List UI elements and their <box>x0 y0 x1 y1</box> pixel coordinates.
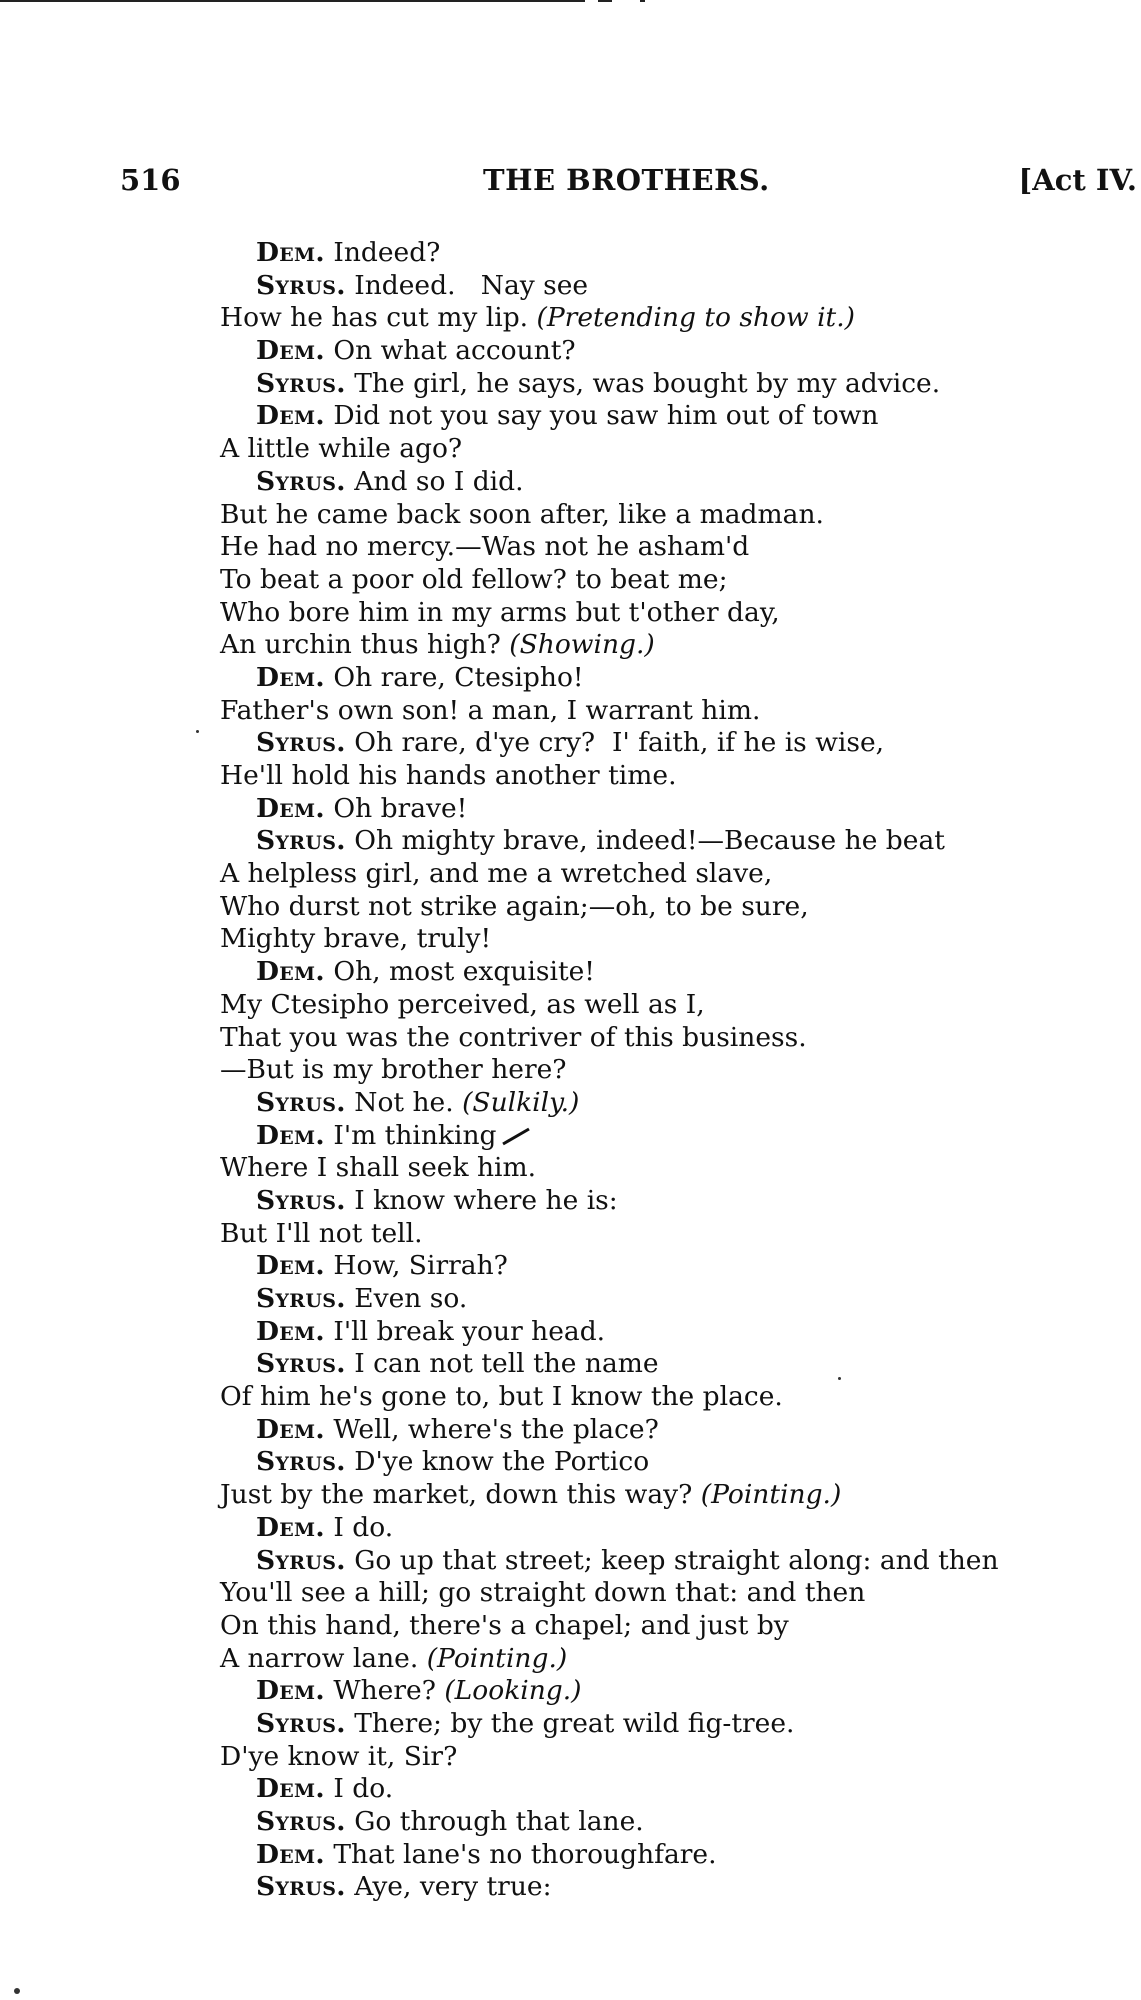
speaker-name: Dem. <box>256 237 325 268</box>
top-rule-mark <box>598 0 612 2</box>
print-speck <box>838 1377 841 1380</box>
verse-line <box>220 302 1141 335</box>
speech-line <box>220 1250 1141 1283</box>
speaker-name: Dem. <box>256 792 325 824</box>
speech-line <box>220 956 1141 989</box>
page-number: 516 <box>120 163 181 197</box>
speech-line <box>220 1414 1141 1447</box>
line-text: Father's own son! a man, I warrant him. <box>220 694 761 726</box>
verse-line <box>220 1152 1141 1185</box>
speech-line <box>220 270 1141 303</box>
line-text: An urchin thus high? <box>220 629 501 661</box>
verse-line <box>220 1218 1141 1251</box>
line-text: D'ye know the Portico <box>354 1446 650 1478</box>
line-text: That you was the contriver of this business. <box>220 1021 807 1053</box>
line-text: A little while ago? <box>220 433 463 465</box>
line-text: I'll break your head. <box>333 1315 606 1347</box>
speaker-name: Syrus. <box>256 1806 346 1837</box>
verse-line <box>220 695 1141 728</box>
line-text: Did not you say you saw him out of town <box>333 400 879 432</box>
verse-line <box>220 1479 1141 1512</box>
line-text: But he came back soon after, like a madman. <box>220 498 824 530</box>
verse-line <box>220 1054 1141 1087</box>
speech-line <box>220 237 1141 270</box>
line-text: Mighty brave, truly! <box>220 923 492 955</box>
verse-line <box>220 564 1141 597</box>
speech-line <box>220 335 1141 368</box>
line-text: Indeed? <box>333 237 441 268</box>
speaker-name: Syrus. <box>256 825 346 857</box>
verse-line <box>220 531 1141 564</box>
line-text: I do. <box>333 1511 394 1543</box>
verse-line <box>220 1610 1141 1643</box>
speech-line <box>220 1120 1141 1153</box>
line-text: To beat a poor old fellow? to beat me; <box>220 563 728 595</box>
speaker-name: Dem. <box>256 1413 325 1445</box>
speech-line <box>220 466 1141 499</box>
speech-line <box>220 1446 1141 1479</box>
stage-direction: (Sulkily.) <box>462 1086 580 1118</box>
speaker-name: Syrus. <box>256 1544 346 1576</box>
speech-line <box>220 1512 1141 1545</box>
stage-direction: (Showing.) <box>509 629 655 661</box>
top-rule <box>0 0 585 2</box>
verse-line <box>220 499 1141 532</box>
speaker-name: Syrus. <box>256 1086 346 1118</box>
speaker-name: Syrus. <box>256 1348 346 1380</box>
speech-line <box>220 1545 1141 1578</box>
speech-line <box>220 1839 1141 1872</box>
line-text: Well, where's the place? <box>333 1413 659 1445</box>
verse-line <box>220 1381 1141 1414</box>
verse-line <box>220 923 1141 956</box>
verse-line <box>220 760 1141 793</box>
line-text: I do. <box>333 1773 394 1805</box>
speaker-name: Dem. <box>256 1315 325 1347</box>
line-text: How, Sirrah? <box>333 1250 508 1282</box>
verse-line <box>220 989 1141 1022</box>
speech-line <box>220 1283 1141 1316</box>
line-text: Oh brave! <box>333 792 468 824</box>
speech-line <box>220 825 1141 858</box>
verse-line <box>220 1577 1141 1610</box>
print-speck <box>14 1988 20 1994</box>
line-text: Go up that street; keep straight along: and then <box>354 1544 999 1576</box>
speaker-name: Dem. <box>256 1511 325 1543</box>
line-text: Aye, very true: <box>354 1871 552 1903</box>
line-text: Who durst not strike again;—oh, to be sure, <box>220 890 809 922</box>
speech-line <box>220 1773 1141 1806</box>
speaker-name: Syrus. <box>256 465 346 497</box>
speaker-name: Syrus. <box>256 1871 346 1903</box>
line-text: Oh rare, Ctesipho! <box>333 661 584 693</box>
print-speck <box>196 730 199 733</box>
dialogue-text <box>220 237 1141 1904</box>
line-text: He had no mercy.—Was not he asham'd <box>220 531 750 563</box>
line-text: On this hand, there's a chapel; and just by <box>220 1609 789 1641</box>
dash-mark <box>502 1128 529 1146</box>
verse-line <box>220 433 1141 466</box>
speech-line <box>220 1348 1141 1381</box>
act-label: [Act IV. <box>1018 163 1137 197</box>
line-text: D'ye know it, Sir? <box>220 1740 458 1772</box>
running-title: THE BROTHERS. <box>483 163 770 197</box>
verse-line <box>220 1643 1141 1676</box>
page-header <box>0 163 1141 203</box>
line-text: Not he. <box>354 1086 454 1118</box>
line-text: There; by the great wild fig-tree. <box>354 1707 795 1739</box>
speech-line <box>220 1806 1141 1839</box>
speaker-name: Syrus. <box>256 1446 346 1478</box>
line-text: Where? <box>333 1675 436 1707</box>
line-text: That lane's no thoroughfare. <box>333 1838 717 1870</box>
line-text: I know where he is: <box>354 1184 618 1216</box>
verse-line <box>220 597 1141 630</box>
line-text: I'm thinking <box>333 1119 497 1151</box>
speaker-name: Dem. <box>256 335 325 367</box>
line-text: Go through that lane. <box>354 1806 644 1837</box>
line-text: And so I did. <box>354 465 524 497</box>
line-text: He'll hold his hands another time. <box>220 760 677 791</box>
verse-line <box>220 858 1141 891</box>
line-text: Oh rare, d'ye cry? I' faith, if he is wise, <box>354 727 885 759</box>
speaker-name: Dem. <box>256 400 325 432</box>
line-text: On what account? <box>333 335 576 367</box>
line-text: You'll see a hill; go straight down that: and then <box>220 1577 866 1609</box>
speaker-name: Syrus. <box>256 1184 346 1216</box>
line-text: Where I shall seek him. <box>220 1152 537 1184</box>
speech-line <box>220 1087 1141 1120</box>
line-text: I can not tell the name <box>354 1348 659 1380</box>
speech-line <box>220 727 1141 760</box>
speech-line <box>220 793 1141 826</box>
speaker-name: Syrus. <box>256 1707 346 1739</box>
line-text: Even so. <box>354 1283 468 1314</box>
line-text: Of him he's gone to, but I know the place. <box>220 1381 783 1413</box>
stage-direction: (Pretending to show it.) <box>536 302 855 334</box>
speech-line <box>220 400 1141 433</box>
speaker-name: Syrus. <box>256 367 346 399</box>
speaker-name: Syrus. <box>256 727 346 759</box>
speaker-name: Dem. <box>256 1119 325 1151</box>
top-rule-mark <box>640 0 645 2</box>
line-text: —But is my brother here? <box>220 1054 567 1086</box>
speech-line <box>220 1708 1141 1741</box>
speaker-name: Dem. <box>256 1250 325 1282</box>
speech-line <box>220 1185 1141 1218</box>
line-text: A narrow lane. <box>220 1642 419 1674</box>
line-text: Just by the market, down this way? <box>220 1479 693 1511</box>
verse-line <box>220 891 1141 924</box>
line-text: Who bore him in my arms but t'other day, <box>220 596 780 628</box>
line-text: The girl, he says, was bought by my advice. <box>354 367 941 399</box>
speaker-name: Syrus. <box>256 1283 346 1314</box>
stage-direction: (Pointing.) <box>700 1479 842 1511</box>
speaker-name: Dem. <box>256 661 325 693</box>
verse-line <box>220 629 1141 662</box>
speaker-name: Dem. <box>256 956 325 988</box>
line-text: Oh mighty brave, indeed!—Because he beat <box>354 825 945 857</box>
stage-direction: (Pointing.) <box>426 1642 568 1674</box>
line-text: A helpless girl, and me a wretched slave, <box>220 858 773 890</box>
speaker-name: Syrus. <box>256 269 346 301</box>
verse-line <box>220 1741 1141 1774</box>
speech-line <box>220 1871 1141 1904</box>
speaker-name: Dem. <box>256 1773 325 1805</box>
line-text: My Ctesipho perceived, as well as I, <box>220 988 705 1020</box>
line-text: But I'll not tell. <box>220 1217 423 1249</box>
speaker-name: Dem. <box>256 1838 325 1870</box>
stage-direction: (Looking.) <box>444 1675 582 1707</box>
speech-line <box>220 662 1141 695</box>
line-text: How he has cut my lip. <box>220 302 529 334</box>
line-text: Oh, most exquisite! <box>333 956 595 988</box>
speech-line <box>220 1316 1141 1349</box>
verse-line <box>220 1022 1141 1055</box>
speaker-name: Dem. <box>256 1675 325 1707</box>
speech-line <box>220 368 1141 401</box>
line-text: Indeed. Nay see <box>354 269 589 301</box>
speech-line <box>220 1675 1141 1708</box>
